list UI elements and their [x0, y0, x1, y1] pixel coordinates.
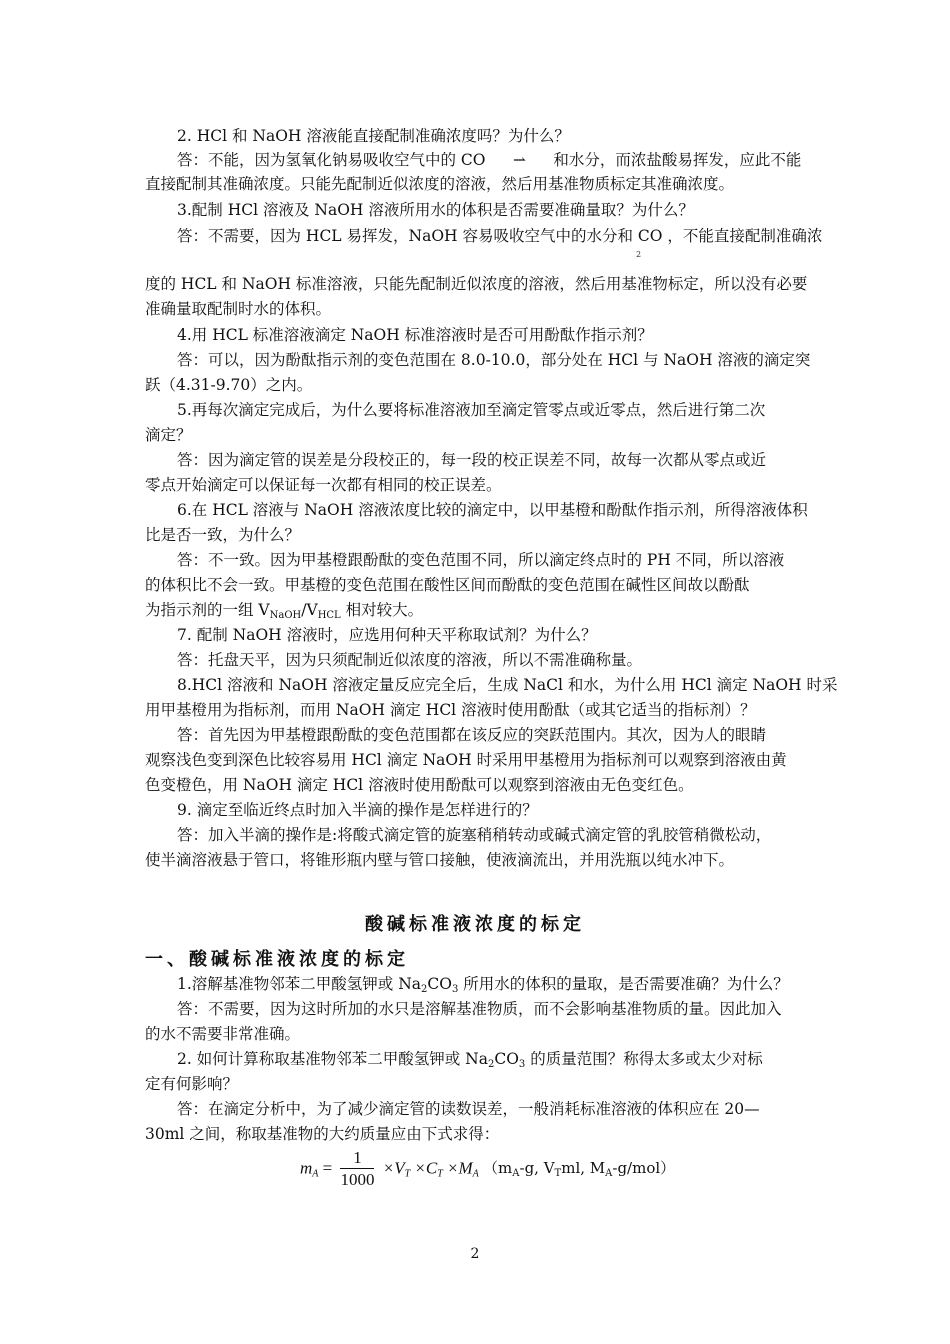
- answer-4-line-2: 跃（4.31-9.70）之内。: [145, 376, 313, 394]
- question-2: 2. HCl 和 NaOH 溶液能直接配制准确浓度吗？为什么？: [177, 127, 570, 145]
- section-heading: 一、酸碱标准液浓度的标定: [145, 949, 409, 970]
- co3-subscript: 3: [451, 984, 459, 995]
- question-s1-text-b: CO: [427, 975, 452, 993]
- question-s2-text-c: 的质量范围？称得太多或太少对标: [525, 1050, 763, 1068]
- unit-d: -g/mol）: [612, 1159, 676, 1178]
- page-number: 2: [470, 1246, 480, 1262]
- answer-s2-line-1: 答：在滴定分析中，为了减少滴定管的读数误差，一般消耗标准溶液的体积应在 20—: [177, 1100, 760, 1118]
- formula-vt: ×V: [382, 1158, 405, 1178]
- answer-6-line-2: 的体积比不会一致。甲基橙的变色范围在酸性区间而酚酞的变色范围在碱性区间故以酚酞: [145, 576, 750, 594]
- answer-8-line-3: 色变橙色，用 NaOH 滴定 HCl 溶液时使用酚酞可以观察到溶液由无色变红色。: [145, 776, 694, 794]
- question-s1-text-c: 所用水的体积的量取，是否需要准确？为什么？: [458, 975, 789, 993]
- answer-8-line-2: 观察浅色变到深色比较容易用 HCl 滴定 NaOH 时采用甲基橙用为指标剂可以观察到溶液由黄: [145, 751, 787, 769]
- formula-m: m: [300, 1158, 313, 1178]
- question-s2-line-2: 定有何影响？: [145, 1075, 239, 1093]
- unit-a-sub: A: [512, 1168, 520, 1180]
- question-4: 4.用 HCL 标准溶液滴定 NaOH 标准溶液时是否可用酚酞作指示剂？: [177, 326, 653, 344]
- answer-9-line-1: 答：加入半滴的操作是:将酸式滴定管的旋塞稍稍转动或碱式滴定管的乳胶管稍微松动，: [177, 826, 772, 844]
- answer-6-text-c: 相对较大。: [340, 601, 424, 619]
- question-3: 3.配制 HCl 溶液及 NaOH 溶液所用水的体积是否需要准确量取？为什么？: [177, 201, 694, 219]
- formula-ma-sub: A: [472, 1168, 479, 1180]
- answer-s1-line-1: 答：不需要，因为这时所加的水只是溶解基准物质，而不会影响基准物质的量。因此加入: [177, 1000, 782, 1018]
- formula-m-sub: A: [312, 1168, 319, 1180]
- unit-c-sub: A: [605, 1168, 613, 1180]
- question-s1-text-a: 1.溶解基准物邻苯二甲酸氢钾或 Na: [177, 975, 422, 993]
- answer-3-line-1: 答：不需要，因为 HCL 易挥发，NaOH 容易吸收空气中的水分和 CO ，不能直接配制准确浓: [177, 227, 823, 245]
- answer-s1-line-2: 的水不需要非常准确。: [145, 1025, 301, 1043]
- na2-subscript: 2: [421, 984, 428, 995]
- naoh-subscript: NaOH: [269, 610, 302, 621]
- question-s2-text-b: CO: [494, 1050, 519, 1068]
- question-6-line-1: 6.在 HCL 溶液与 NaOH 溶液浓度比较的滴定中，以甲基橙和酚酞作指示剂，所得溶液体积: [177, 501, 808, 519]
- answer-9-line-2: 使半滴溶液悬于管口，将锥形瓶内壁与管口接触，使液滴流出，并用洗瓶以纯水冲下。: [145, 851, 735, 869]
- answer-2-line-1: [177, 148, 817, 172]
- co2-subscript: 2: [636, 250, 642, 259]
- answer-5-line-2: 零点开始滴定可以保证每一次都有相同的校正误差。: [145, 476, 502, 494]
- question-s2-line-1: [177, 1047, 817, 1071]
- co3-subscript-2: 3: [518, 1059, 526, 1070]
- formula-vt-sub: T: [404, 1168, 411, 1180]
- formula-denominator: 1000: [340, 1170, 375, 1189]
- unit-c: ml, M: [561, 1159, 606, 1178]
- answer-3-line-3: 准确量取配制时水的体积。: [145, 300, 332, 318]
- answer-6-line-1: 答：不一致。因为甲基橙跟酚酞的变色范围不同，所以滴定终点时的 PH 不同，所以溶液: [177, 551, 785, 569]
- question-5-line-2: 滴定？: [145, 426, 192, 444]
- formula-numerator: 1: [340, 1148, 374, 1169]
- formula-units: [483, 1159, 676, 1180]
- formula-ct: ×C: [414, 1158, 438, 1178]
- question-5-line-1: 5.再每次滴定完成后，为什么要将标准溶液加至滴定管零点或近零点，然后进行第二次: [177, 401, 766, 419]
- na2-subscript-2: 2: [487, 1059, 495, 1070]
- unit-b-sub: T: [554, 1168, 562, 1180]
- mass-formula: [300, 1148, 675, 1194]
- question-8-line-1: 8.HCl 溶液和 NaOH 溶液定量反应完全后，生成 NaCl 和水，为什么用 HCl 滴定 NaOH 时采: [177, 676, 838, 694]
- formula-fraction: [340, 1148, 374, 1191]
- answer-4-line-1: 答：可以，因为酚酞指示剂的变色范围在 8.0-10.0，部分处在 HCl 与 NaOH 溶液的滴定突: [177, 351, 811, 369]
- answer-6-text-b: /V: [301, 601, 318, 619]
- answer-8-line-1: 答：首先因为甲基橙跟酚酞的变色范围都在该反应的突跃范围内。其次，因为人的眼睛: [177, 726, 767, 744]
- answer-2-line-2: 直接配制其准确浓度。只能先配制近似浓度的溶液，然后用基准物质标定其准确浓度。: [145, 175, 735, 193]
- answer-6-text-a: 为指示剂的一组 V: [145, 601, 270, 619]
- unit-a: （m: [483, 1159, 513, 1178]
- question-s1: [177, 972, 817, 996]
- question-8-line-2: 用甲基橙用为指标剂，而用 NaOH 滴定 HCl 溶液时使用酚酞（或其它适当的指标剂）？: [145, 701, 756, 719]
- answer-3-line-2: 度的 HCL 和 NaOH 标准溶液，只能先配制近似浓度的溶液，然后用基准物标定，所以没有必要: [145, 275, 808, 293]
- question-7: 7. 配制 NaOH 溶液时，应选用何种天平称取试剂？为什么？: [177, 626, 597, 644]
- unit-b: -g, V: [519, 1159, 555, 1178]
- answer-7: 答：托盘天平，因为只须配制近似浓度的溶液，所以不需准确称量。: [177, 651, 643, 669]
- hcl-subscript: HCL: [317, 610, 341, 621]
- formula-ct-sub: T: [437, 1168, 443, 1180]
- question-9: 9. 滴定至临近终点时加入半滴的操作是怎样进行的？: [177, 801, 538, 819]
- answer-2-text-b: 和水分，而浓盐酸易挥发，应此不能: [553, 151, 802, 169]
- page-title: 酸碱标准液浓度的标定: [365, 914, 585, 935]
- answer-6-line-3: [145, 598, 815, 622]
- answer-s2-line-2: 30ml 之间，称取基准物的大约质量应由下式求得：: [145, 1125, 500, 1143]
- formula-equals: =: [322, 1158, 333, 1178]
- answer-2-text-a: 答：不能，因为氢氧化钠易吸收空气中的 CO: [177, 151, 486, 169]
- question-s2-text-a: 2. 如何计算称取基准物邻苯二甲酸氢钾或 Na: [177, 1050, 488, 1068]
- question-6-line-2: 比是否一致，为什么？: [145, 526, 301, 544]
- answer-5-line-1: 答：因为滴定管的误差是分段校正的，每一段的校正误差不同，故每一次都从零点或近: [177, 451, 767, 469]
- formula-ma: ×M: [447, 1158, 473, 1178]
- sub-2-arrow-glyph: ⇀: [512, 151, 526, 169]
